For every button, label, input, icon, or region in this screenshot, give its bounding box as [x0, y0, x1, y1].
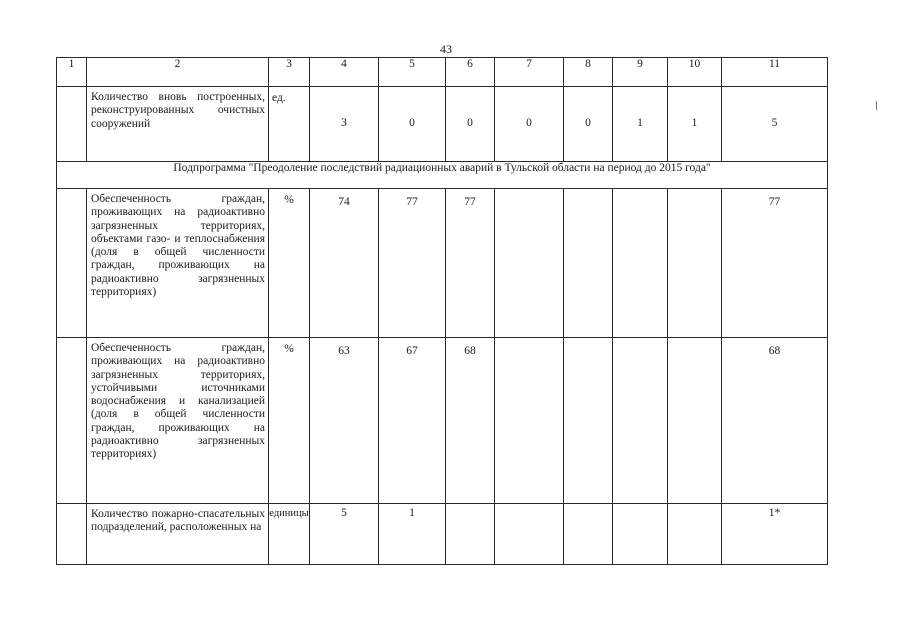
- header-cell: 4: [310, 58, 379, 87]
- value-cell: 1: [379, 504, 446, 565]
- value-cell: [613, 189, 668, 338]
- value-cell: 77: [446, 189, 495, 338]
- value-cell: [613, 504, 668, 565]
- unit-cell: единицы: [269, 504, 310, 565]
- header-cell: 11: [722, 58, 828, 87]
- header-cell: 8: [564, 58, 613, 87]
- value-cell: 5: [310, 504, 379, 565]
- unit-cell: ед.: [269, 87, 310, 162]
- indicator-label: Количество пожарно-спасательных подразделений, расположенных на: [87, 504, 269, 565]
- value-cell: [564, 189, 613, 338]
- value-cell: 0: [564, 87, 613, 162]
- value-cell: 5: [722, 87, 828, 162]
- indicator-label: Обеспеченность граждан, проживающих на радиоактивно загрязненных территориях, устойчивыми источниками водоснабжения и канализацией (доля в общей численности граждан, проживающих на радиоактивно загрязненных территориях): [87, 338, 269, 504]
- row-index-cell: [57, 189, 87, 338]
- value-cell: 63: [310, 338, 379, 504]
- value-cell: 68: [722, 338, 828, 504]
- value-cell: [564, 338, 613, 504]
- value-cell: 74: [310, 189, 379, 338]
- value-cell: 0: [495, 87, 564, 162]
- unit-cell: %: [269, 338, 310, 504]
- value-cell: [495, 338, 564, 504]
- unit-cell: %: [269, 189, 310, 338]
- value-cell: 0: [446, 87, 495, 162]
- value-cell: [495, 504, 564, 565]
- table-row: [57, 189, 828, 338]
- value-cell: [668, 189, 722, 338]
- margin-mark: [876, 101, 877, 110]
- table-header-row: [57, 58, 828, 87]
- header-cell: 2: [87, 58, 269, 87]
- value-cell: 1*: [722, 504, 828, 565]
- value-cell: 67: [379, 338, 446, 504]
- value-cell: 77: [722, 189, 828, 338]
- value-cell: 1: [613, 87, 668, 162]
- table-row: [57, 87, 828, 162]
- header-cell: 9: [613, 58, 668, 87]
- subprogram-row: [57, 162, 828, 189]
- indicator-label: Количество вновь построенных, реконструированных очистных сооружений: [87, 87, 269, 162]
- value-cell: 0: [379, 87, 446, 162]
- table-row: [57, 504, 828, 565]
- subprogram-title: Подпрограмма "Преодоление последствий радиационных аварий в Тульской области на период до 2015 года": [57, 162, 828, 189]
- header-cell: 1: [57, 58, 87, 87]
- value-cell: [668, 504, 722, 565]
- value-cell: [564, 504, 613, 565]
- row-index-cell: [57, 338, 87, 504]
- indicator-label: Обеспеченность граждан, проживающих на радиоактивно загрязненных территориях, объектами газо- и теплоснабжения (доля в общей численности граждан, проживающих на радиоактивно загрязненных территориях): [87, 189, 269, 338]
- header-cell: 10: [668, 58, 722, 87]
- value-cell: 68: [446, 338, 495, 504]
- row-index-cell: [57, 504, 87, 565]
- header-cell: 5: [379, 58, 446, 87]
- header-cell: 3: [269, 58, 310, 87]
- value-cell: [613, 338, 668, 504]
- header-cell: 6: [446, 58, 495, 87]
- indicator-table: [56, 57, 828, 565]
- table-row: [57, 338, 828, 504]
- page-number: 43: [440, 42, 452, 56]
- value-cell: [668, 338, 722, 504]
- row-index-cell: [57, 87, 87, 162]
- value-cell: 1: [668, 87, 722, 162]
- value-cell: [446, 504, 495, 565]
- value-cell: 77: [379, 189, 446, 338]
- header-cell: 7: [495, 58, 564, 87]
- value-cell: [495, 189, 564, 338]
- value-cell: 3: [310, 87, 379, 162]
